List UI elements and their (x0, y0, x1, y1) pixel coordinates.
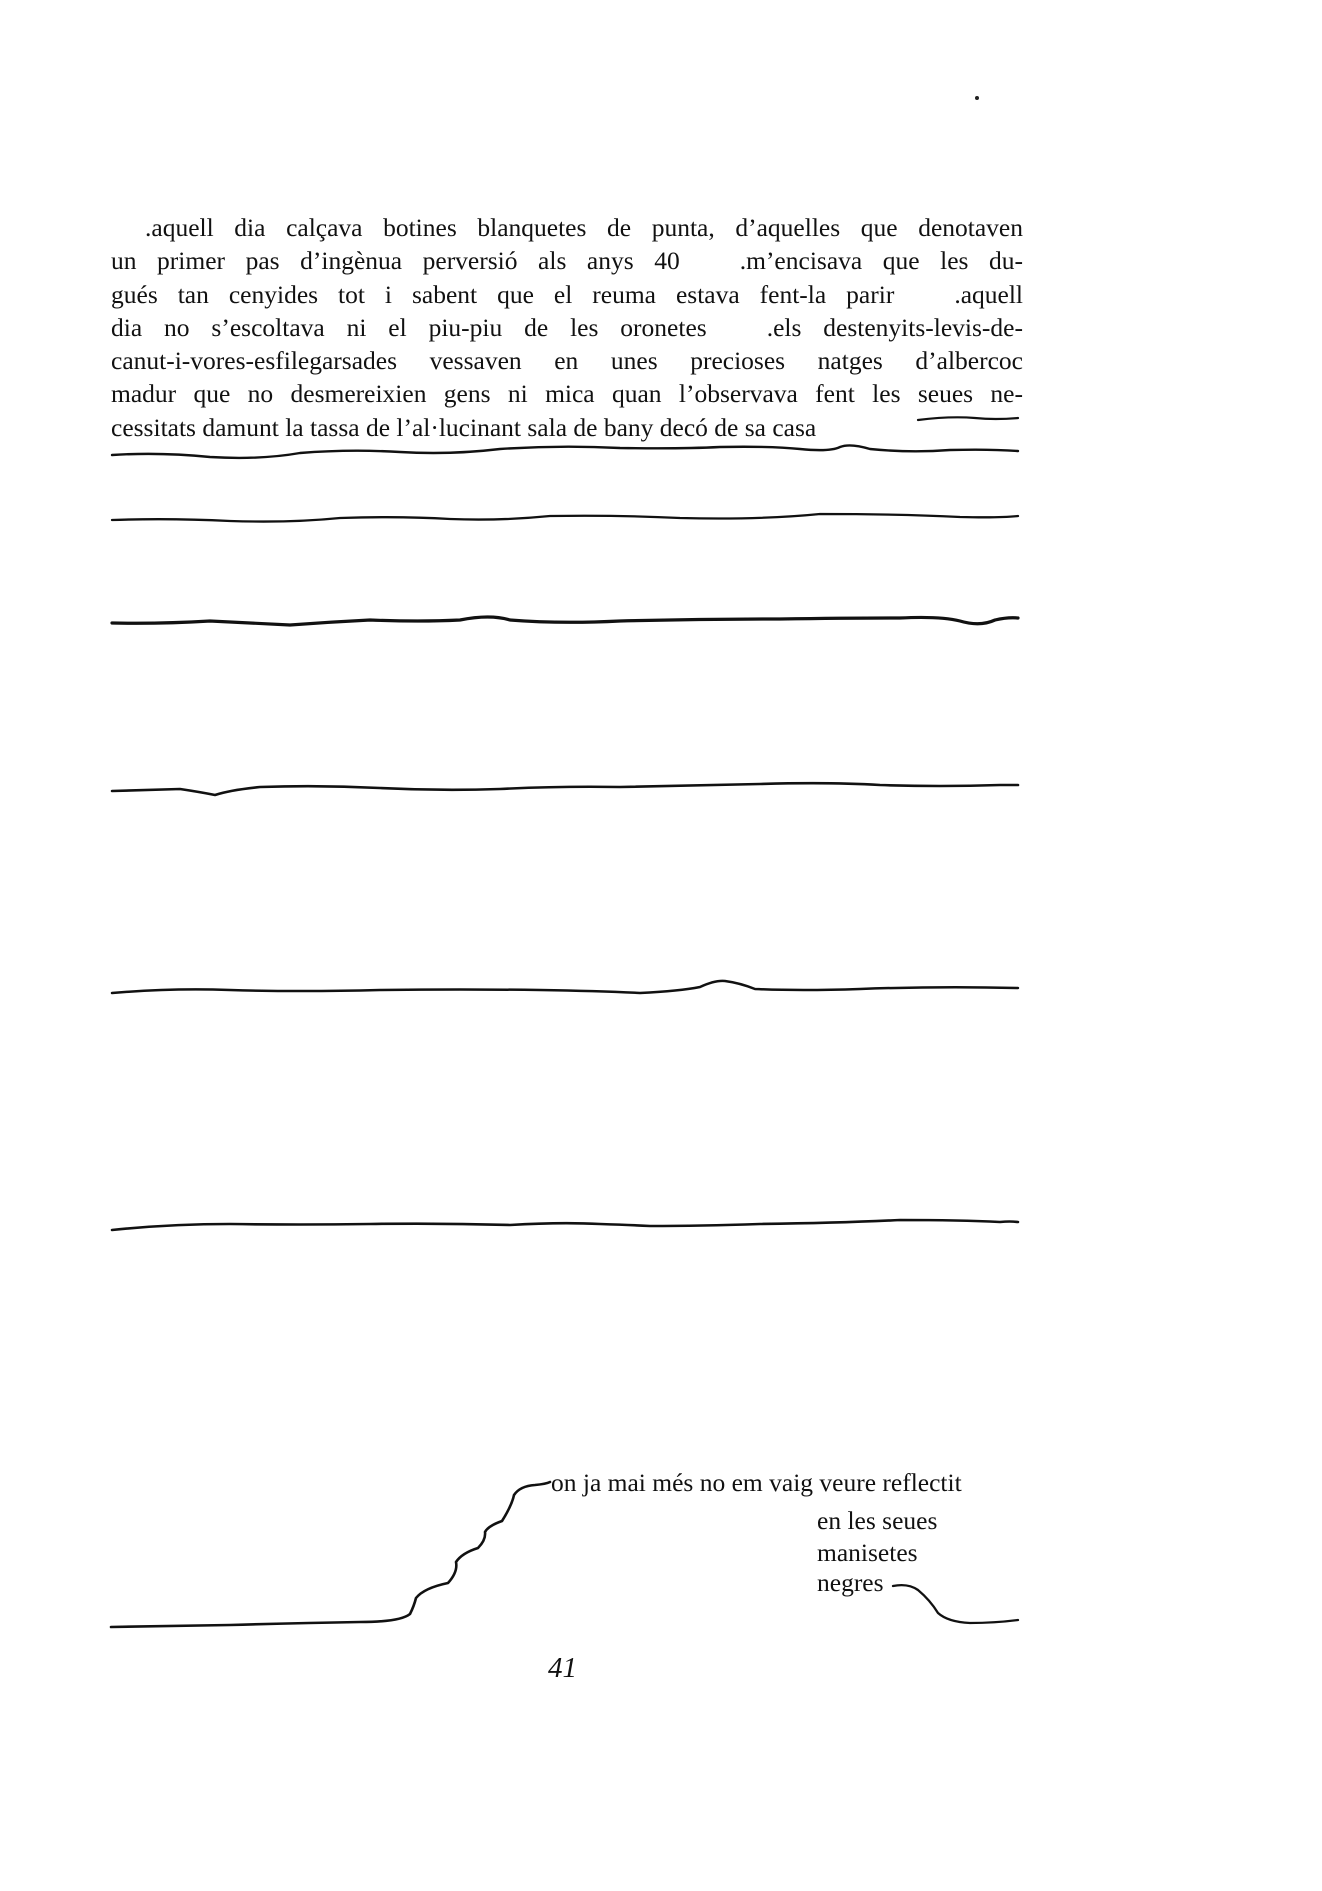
paragraph-line (111, 244, 1023, 277)
wavy-rule (112, 981, 1018, 993)
paragraph-segment: un primer pas d’ingènua perversió als anys 40 (111, 246, 680, 276)
wavy-rule (112, 1220, 1018, 1230)
paragraph-segment: gués tan cenyides tot i sabent que el reuma estava fent-la parir (111, 279, 895, 309)
paragraph-line: .aquell dia calçava botines blanquetes de punta, d’aquelles que denotaven (145, 213, 1023, 242)
paragraph-line: madur que no desmereixien gens ni mica quan l’observava fent les seues ne- (111, 379, 1023, 409)
wavy-rule (893, 1585, 1018, 1623)
paragraph-line (111, 278, 1023, 311)
verse-line: on ja mai més no em vaig veure reflectit (551, 1468, 962, 1497)
paragraph-segment: .aquell (954, 279, 1023, 309)
ink-speck (975, 96, 979, 100)
verse-line: negres (817, 1568, 884, 1597)
wavy-rule (111, 1482, 550, 1627)
paragraph-segment: .m’encisava que les du- (739, 246, 1024, 276)
body-paragraph (111, 211, 1023, 444)
paragraph-line: cessitats damunt la tassa de l’al·lucinant sala de bany decó de sa casa (111, 412, 817, 442)
paragraph-segment: dia no s’escoltava ni el piu-piu de les oronetes (111, 312, 707, 342)
wavy-rule (112, 783, 1018, 795)
paragraph-line (111, 311, 1023, 344)
paragraph-line: canut-i-vores-esfilegarsades vessaven en unes precioses natges d’albercoc (111, 346, 1023, 376)
verse-line: en les seues (817, 1506, 938, 1535)
wavy-rule (112, 445, 1018, 458)
verse-line: manisetes (817, 1538, 918, 1567)
page-number: 41 (548, 1652, 577, 1684)
wavy-rule (112, 617, 1018, 625)
paragraph-segment: .els destenyits-levis-de- (766, 312, 1023, 342)
wavy-rule (112, 514, 1018, 522)
